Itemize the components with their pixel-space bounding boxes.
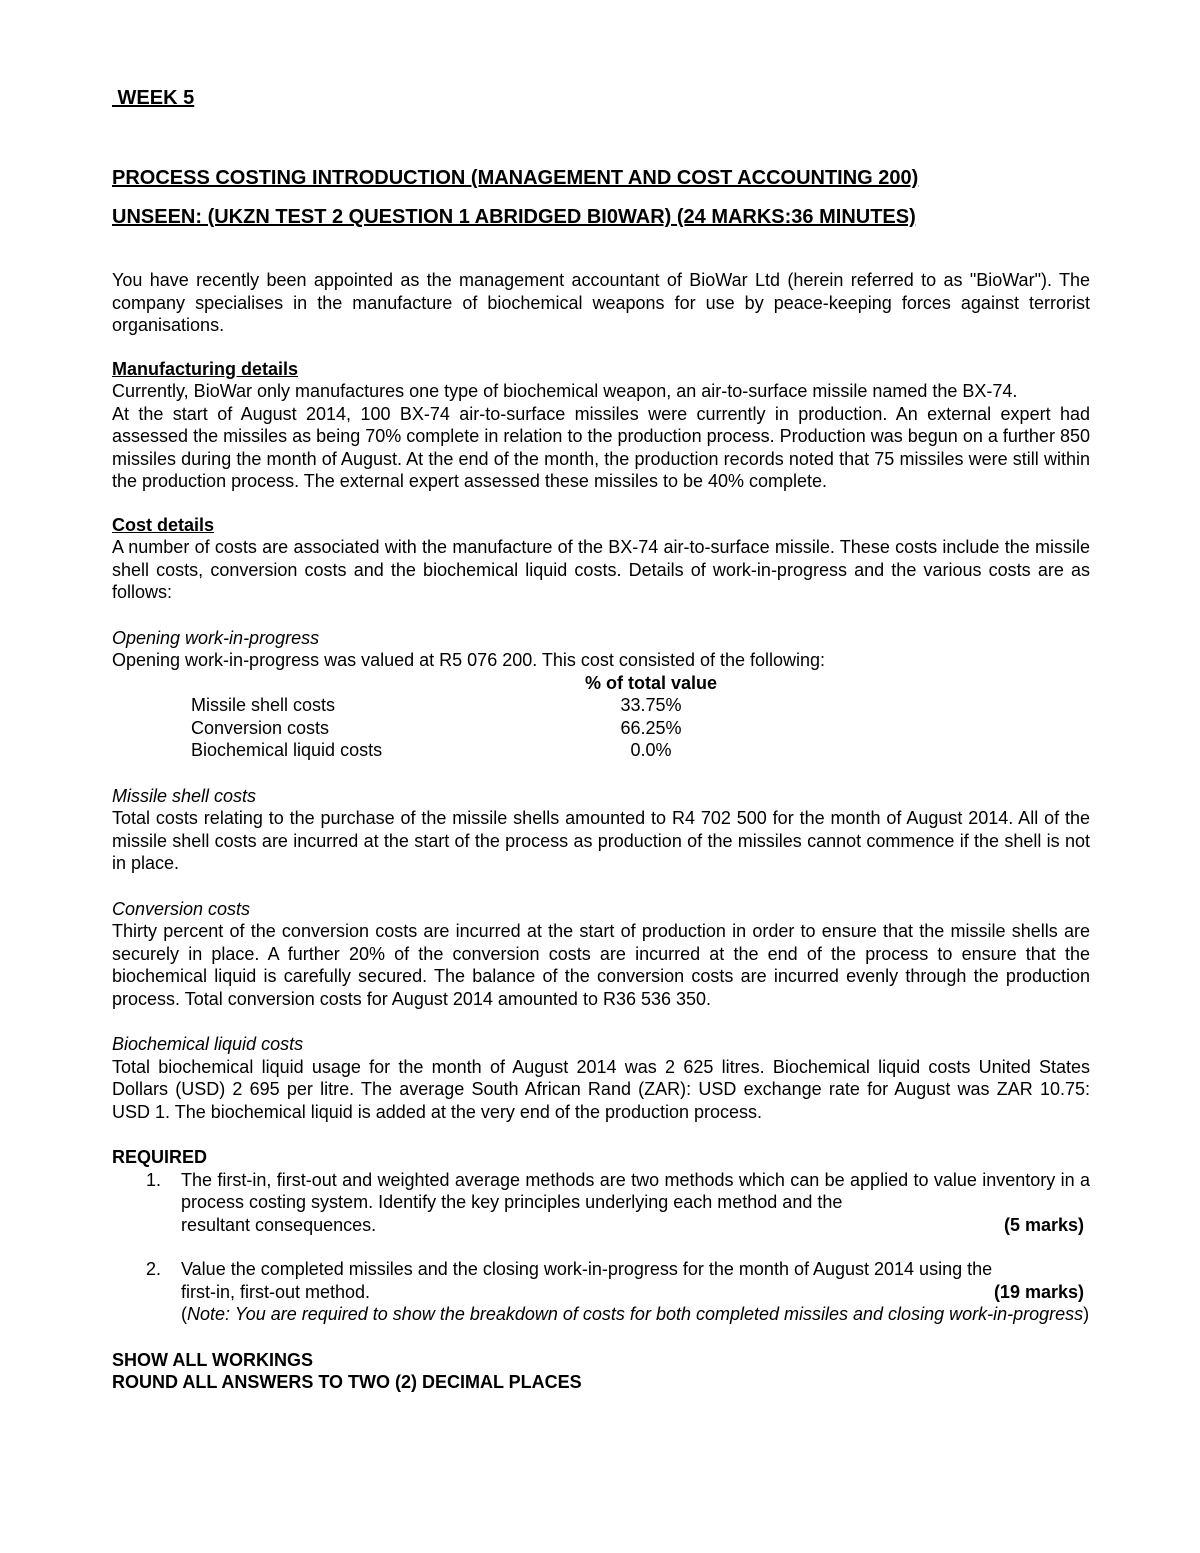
rounding-note: ROUND ALL ANSWERS TO TWO (2) DECIMAL PLACES bbox=[112, 1372, 582, 1392]
item-marks: (19 marks) bbox=[993, 1281, 1084, 1302]
opening-wip-heading: Opening work-in-progress bbox=[112, 627, 320, 648]
row-label: Biochemical liquid costs bbox=[191, 740, 383, 760]
note-text: Note: You are required to show the breakdown of costs for both completed missiles and closing work-in-progress bbox=[187, 1304, 1084, 1324]
table-row bbox=[191, 694, 751, 717]
cost-details-paragraph: A number of costs are associated with the manufacture of the BX-74 air-to-surface missile. These costs include the missile shell costs, conversion costs and the biochemical liquid costs. Details of work-in-progress and the various costs are as follows: bbox=[112, 537, 1090, 602]
row-label: Conversion costs bbox=[191, 717, 330, 738]
missile-shell-paragraph: Total costs relating to the purchase of the missile shells amounted to R4 702 500 for the month of August 2014. All of the missile shell costs are incurred at the start of the process as production of the missiles cannot commence if the shell is not in place. bbox=[112, 808, 1090, 873]
item-body bbox=[181, 1258, 1090, 1326]
required-heading: REQUIRED bbox=[112, 1147, 208, 1167]
manufacturing-paragraph-2: At the start of August 2014, 100 BX-74 air-to-surface missiles were currently in production. An external expert had assessed the missiles as being 70% complete in relation to the production process. Production was begun on a further 850 missiles during the month of August. At the end of the month, the production records noted that 75 missiles were still within the production process. The external expert assessed these missiles to be 40% complete. bbox=[112, 403, 1090, 491]
note-close-paren: ) bbox=[1083, 1304, 1090, 1324]
table-header-spacer bbox=[191, 672, 551, 695]
page-subtitle: UNSEEN: (UKZN TEST 2 QUESTION 1 ABRIDGED BI0WAR) (24 MARKS:36 MINUTES) bbox=[112, 206, 916, 228]
item-marks: (5 marks) bbox=[1003, 1214, 1084, 1235]
opening-wip-table bbox=[191, 672, 751, 762]
item-text: The first-in, first-out and weighted average methods are two methods which can be applied to value inventory in a process costing system. Identify the key principles underlying each method and the bbox=[181, 1169, 1090, 1212]
manufacturing-paragraph-1: Currently, BioWar only manufactures one type of biochemical weapon, an air-to-surface missile named the BX-74. bbox=[112, 381, 1018, 401]
page-title: PROCESS COSTING INTRODUCTION (MANAGEMENT AND COST ACCOUNTING 200) bbox=[112, 167, 919, 189]
item-note bbox=[181, 1303, 1090, 1326]
manufacturing-details-heading: Manufacturing details bbox=[112, 358, 299, 379]
conversion-costs-paragraph: Thirty percent of the conversion costs are incurred at the start of production in order to ensure that the missile shells are securely in place. A further 20% of the conversion costs are incurred at the end of the process to ensure that the biochemical liquid is carefully secured. The balance of the conversion costs are incurred evenly through the production process. Total conversion costs for August 2014 amounted to R36 536 350. bbox=[112, 921, 1090, 1009]
row-label: Missile shell costs bbox=[191, 695, 336, 715]
list-item bbox=[146, 1169, 1090, 1237]
row-value: 0.0% bbox=[630, 740, 672, 760]
item-marks-line bbox=[181, 1214, 1090, 1237]
conversion-costs-heading: Conversion costs bbox=[112, 898, 251, 919]
table-header-row bbox=[191, 672, 751, 695]
table-row bbox=[191, 739, 751, 762]
item-body bbox=[181, 1169, 1090, 1237]
note-open-paren: ( bbox=[181, 1304, 187, 1324]
table-row bbox=[191, 717, 751, 740]
row-value: 33.75% bbox=[620, 695, 682, 715]
document-page bbox=[112, 84, 1090, 1394]
row-value: 66.25% bbox=[620, 717, 682, 738]
week-heading: WEEK 5 bbox=[112, 87, 195, 109]
show-workings-note: SHOW ALL WORKINGS bbox=[112, 1349, 313, 1370]
item-text-end: resultant consequences. bbox=[181, 1214, 377, 1235]
intro-paragraph: You have recently been appointed as the management accountant of BioWar Ltd (herein referred to as "BioWar"). The company specialises in the manufacture of biochemical weapons for use by peace-keeping forces against terrorist organisations. bbox=[112, 270, 1090, 335]
item-number: 2. bbox=[146, 1259, 162, 1279]
item-text: Value the completed missiles and the closing work-in-progress for the month of August 2014 using the bbox=[181, 1259, 993, 1279]
item-number: 1. bbox=[146, 1169, 162, 1190]
missile-shell-heading: Missile shell costs bbox=[112, 785, 257, 806]
biochemical-costs-paragraph: Total biochemical liquid usage for the month of August 2014 was 2 625 litres. Biochemical liquid costs United States Dollars (USD) 2 695 per litre. The average South African Rand (ZAR): USD exchange rate for August was ZAR 10.75: USD 1. The biochemical liquid is added at the very end of the production process. bbox=[112, 1056, 1090, 1122]
list-item bbox=[146, 1258, 1090, 1326]
table-header-percent: % of total value bbox=[584, 672, 718, 693]
biochemical-costs-heading: Biochemical liquid costs bbox=[112, 1034, 304, 1054]
item-text-end: first-in, first-out method. bbox=[181, 1281, 371, 1302]
opening-wip-paragraph: Opening work-in-progress was valued at R5 076 200. This cost consisted of the following: bbox=[112, 650, 826, 670]
required-list bbox=[112, 1169, 1090, 1326]
item-marks-line bbox=[181, 1281, 1090, 1304]
cost-details-heading: Cost details bbox=[112, 514, 215, 535]
